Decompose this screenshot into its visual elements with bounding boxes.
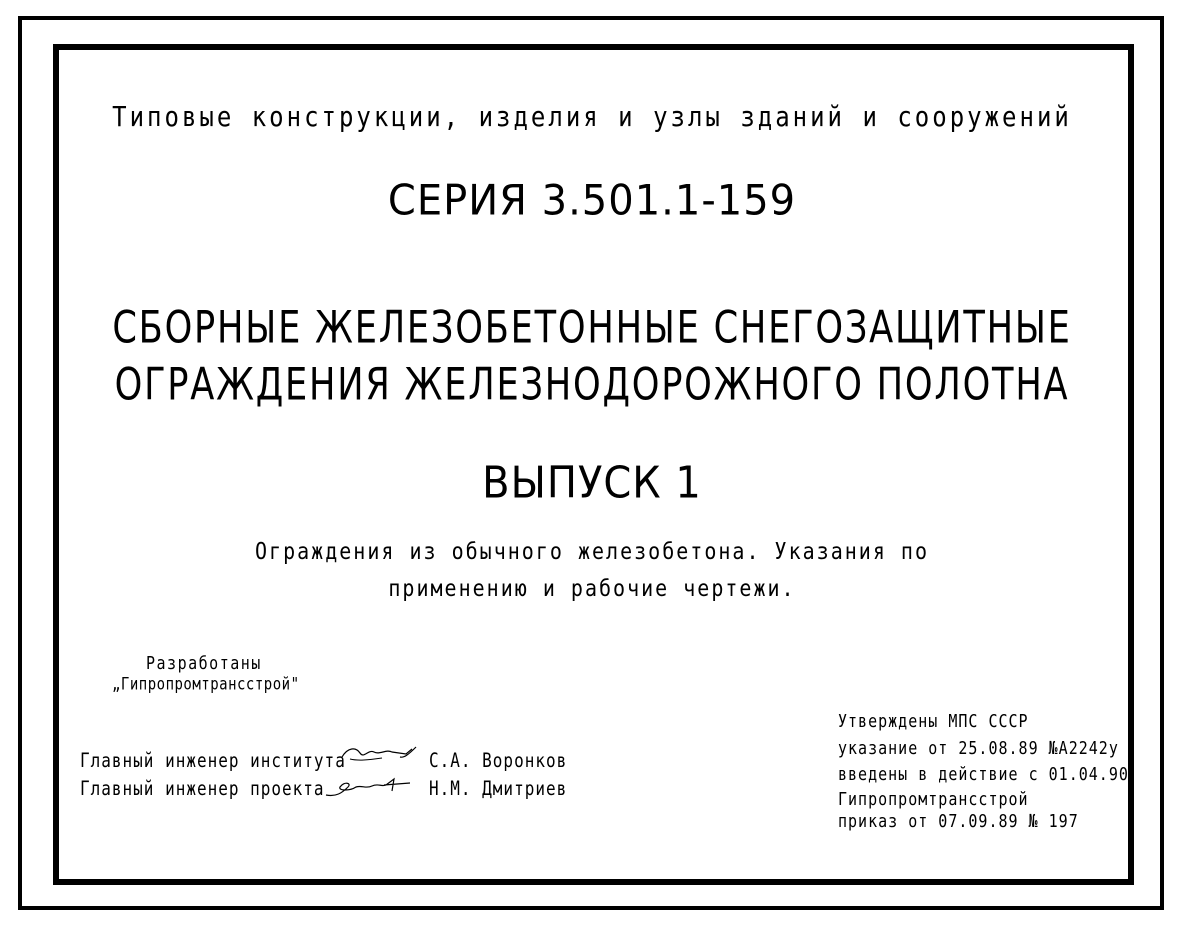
description-line-1: Ограждения из обычного железобетона. Указания по [255,537,929,565]
approval-line-5: приказ от 07.09.89 № 197 [838,810,1079,832]
series-number: СЕРИЯ 3.501.1-159 [387,176,797,226]
document-title-line-2: ОГРАЖДЕНИЯ ЖЕЛЕЗНОДОРОЖНОГО ПОЛОТНА [114,359,1070,411]
approval-line-4: Гипропромтрансстрой [838,788,1029,810]
document-title-line-1: СБОРНЫЕ ЖЕЛЕЗОБЕТОННЫЕ СНЕГОЗАЩИТНЫЕ [112,302,1072,354]
signatory-role-1: Главный инженер института [80,749,346,772]
signatory-name-2: Н.М. Дмитриев [429,777,568,800]
developer-organization: „Гипропромтрансстрой" [112,675,300,695]
handwritten-signature-icon [322,773,414,801]
signatory-name-1: С.А. Воронков [429,749,568,772]
description-line-2: применению и рабочие чертежи. [388,574,796,602]
developer-label: Разработаны [146,652,262,674]
approval-line-2: указание от 25.08.89 №А2242у [838,737,1119,759]
document-subtitle: Типовые конструкции, изделия и узлы зданий и сооружений [112,100,1072,134]
issue-number: ВЫПУСК 1 [482,457,702,509]
approval-line-1: Утверждены МПС СССР [838,710,1029,732]
handwritten-signature-icon [338,743,420,767]
approval-line-3: введены в действие с 01.04.90 [838,763,1129,785]
signatory-role-2: Главный инженер проекта [80,777,325,800]
